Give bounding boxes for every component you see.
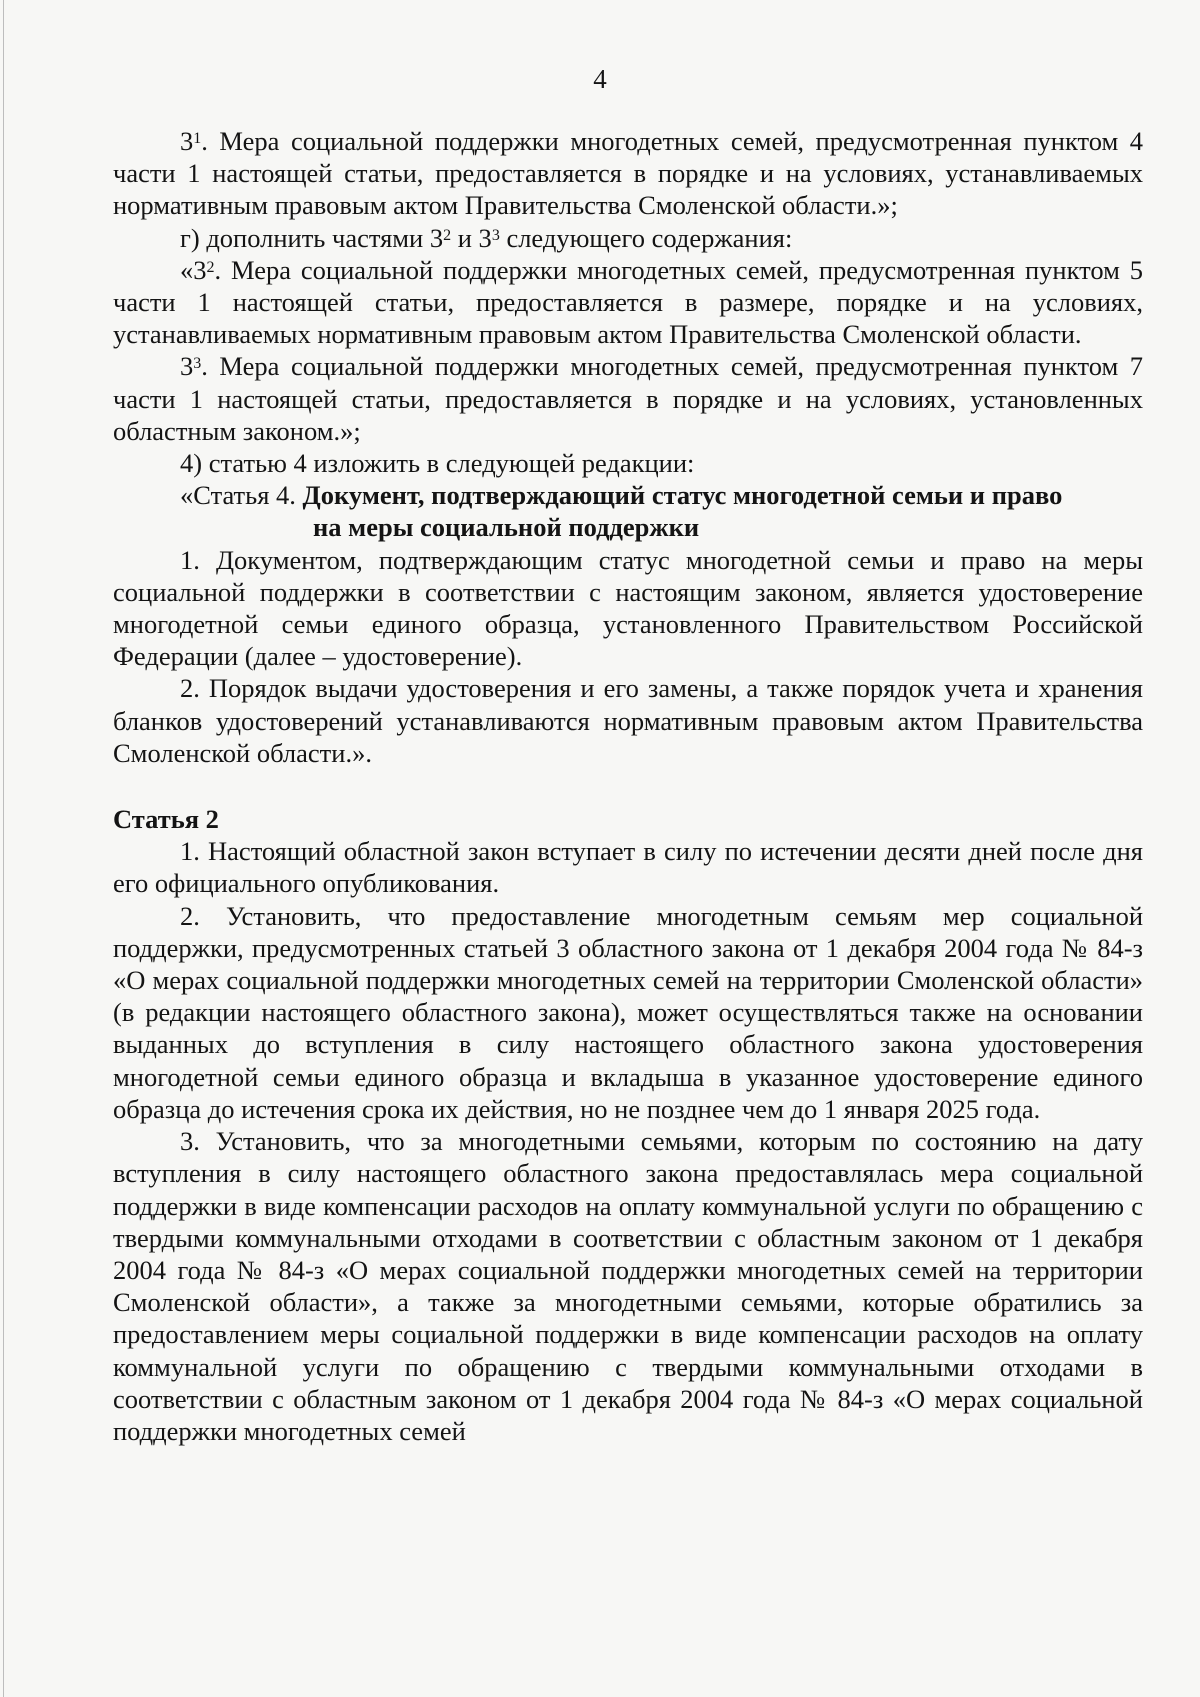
- article-4-paragraph-2: 2. Порядок выдачи удостоверения и его замены, а также порядок учета и хранения бланков удостоверений устанавливаются нормативным правовым актом Правительства Смоленской области.».: [113, 673, 1143, 768]
- paragraph-prefix: 3: [180, 351, 194, 382]
- document-body: [113, 125, 1143, 1447]
- paragraph-part-3-3: [113, 350, 1143, 447]
- paragraph-amendment-4: 4) статью 4 изложить в следующей редакции:: [180, 448, 695, 479]
- article-4-prefix: «Статья 4.: [180, 480, 303, 511]
- article-2-paragraph-3: 3. Установить, что за многодетными семьями, которым по состоянию на дату вступления в силу настоящего областного закона предоставлялась мера социальной поддержки в виде компенсации расходов на оплату коммунальной услуги по обращению с твердыми коммунальными отходами в соответствии с областным законом от 1 декабря 2004 года № 84-з «О мерах социальной поддержки многодетных семей на территории Смоленской области», а также за многодетными семьями, которые обратились за предоставлением меры социальной поддержки в виде компенсации расходов на оплату коммунальной услуги по обращению с твердыми коммунальными отходами в соответствии с областным законом от 1 декабря 2004 года № 84-з «О мерах социальной поддержки многодетных семей: [113, 1126, 1143, 1446]
- superscript: 3: [193, 355, 202, 373]
- superscript: 3: [491, 226, 500, 244]
- paragraph-prefix: 3: [180, 126, 194, 156]
- paragraph-prefix: «3: [180, 254, 207, 285]
- article-2-title: Статья 2: [113, 804, 219, 835]
- superscript: 2: [443, 226, 452, 244]
- paragraph-text: следующего содержания:: [499, 222, 793, 253]
- paragraph-part-3-1: [113, 125, 1143, 222]
- superscript: 1: [193, 130, 202, 147]
- paragraph-text: . Мера социальной поддержки многодетных семей, предусмотренная пунктом 7 части 1 настоящей статьи, предоставляется в порядке и на условиях, установленных областным законом.»;: [113, 351, 1143, 446]
- article-4-title-continued: на меры социальной поддержки: [313, 512, 700, 543]
- paragraph-amendment-g: [113, 222, 1143, 254]
- superscript: 2: [206, 258, 215, 276]
- article-4-paragraph-1: 1. Документом, подтверждающим статус многодетной семьи и право на меры социальной поддержки в соответствии с настоящим законом, является удостоверение многодетной семьи единого образца, установленного Правительством Российской Федерации (далее – удостоверение).: [113, 544, 1143, 672]
- spacer: [113, 769, 1143, 803]
- scan-edge-line: [3, 0, 4, 1697]
- article-4-title: Документ, подтверждающий статус многодетной семьи и право: [302, 480, 1063, 511]
- article-4-heading: [113, 479, 1143, 543]
- article-2-paragraph-2: 2. Установить, что предоставление многодетным семьям мер социальной поддержки, предусмотренных статьей 3 областного закона от 1 декабря 2004 года № 84-з «О мерах социальной поддержки многодетных семей на территории Смоленской области» (в редакции настоящего областного закона), может осуществляться также на основании выданных до вступления в силу настоящего областного закона удостоверения многодетной семьи единого образца и вкладыша в указанное удостоверение единого образца до истечения срока их действия, но не позднее чем до 1 января 2025 года.: [113, 900, 1143, 1124]
- paragraph-text: . Мера социальной поддержки многодетных семей, предусмотренная пунктом 5 части 1 настоящей статьи, предоставляется в размере, порядке и на условиях, устанавливаемых нормативным правовым актом Правительства Смоленской области.: [113, 254, 1143, 350]
- article-2-paragraph-1: 1. Настоящий областной закон вступает в силу по истечении десяти дней после дня его официального опубликования.: [113, 836, 1143, 899]
- page-number: 4: [593, 64, 607, 94]
- paragraph-prefix: г) дополнить частями 3: [180, 222, 444, 253]
- article-4-heading-line1: [113, 479, 1143, 511]
- paragraph-text: и 3: [451, 222, 492, 253]
- paragraph-text: . Мера социальной поддержки многодетных семей, предусмотренная пунктом 4 части 1 настоящей статьи, предоставляется в порядке и на условиях, устанавливаемых нормативным правовым актом Правительства Смоленской области.»;: [113, 126, 1143, 221]
- paragraph-part-3-2: [113, 254, 1143, 351]
